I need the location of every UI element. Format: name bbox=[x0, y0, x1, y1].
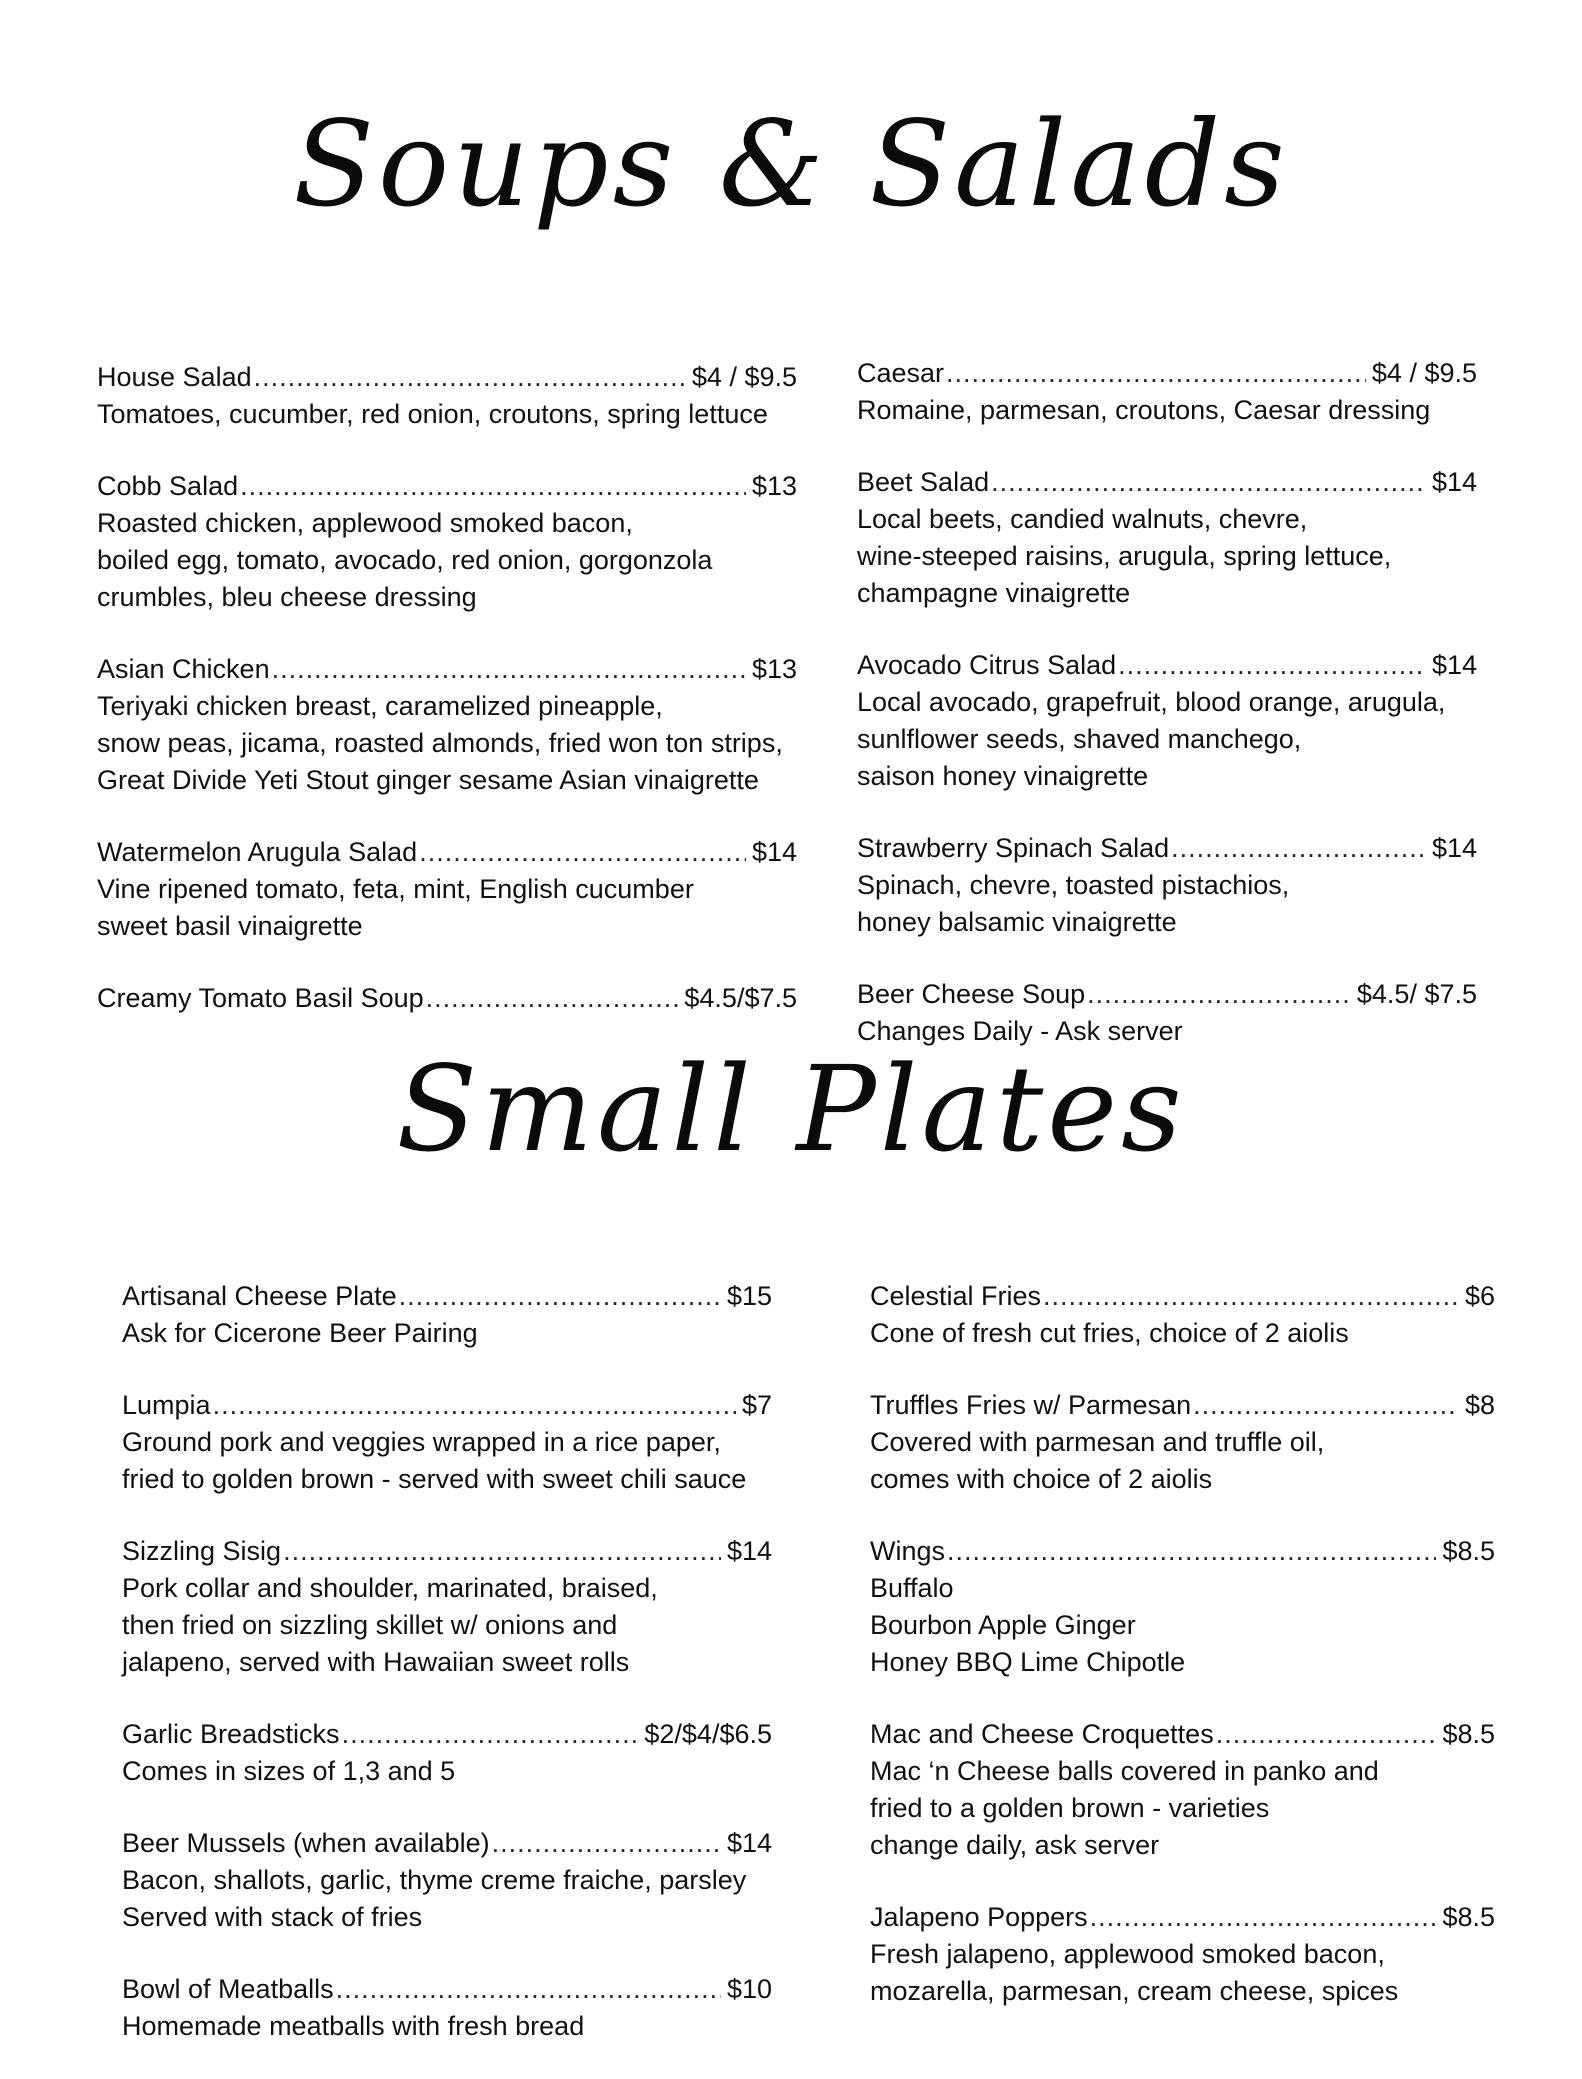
menu-item-price: $4 / $9.5 bbox=[691, 362, 797, 392]
menu-item-price: $4.5/$7.5 bbox=[684, 983, 797, 1013]
menu-item-price: $14 bbox=[726, 1536, 772, 1566]
menu-item bbox=[97, 979, 797, 1017]
dot-leader bbox=[1043, 1277, 1459, 1315]
menu-item bbox=[122, 1532, 772, 1681]
menu-item-description: Mac ‘n Cheese balls covered in panko and bbox=[870, 1756, 1379, 1786]
dot-leader bbox=[1216, 1715, 1437, 1753]
menu-item-price: $7 bbox=[741, 1390, 772, 1420]
menu-item-header bbox=[857, 463, 1477, 501]
menu-item-name: Sizzling Sisig bbox=[122, 1536, 282, 1566]
menu-item-name: Beer Mussels (when available) bbox=[122, 1828, 490, 1858]
menu-item-name: Wings bbox=[870, 1536, 946, 1566]
menu-item-description: jalapeno, served with Hawaiian sweet rolls bbox=[122, 1647, 630, 1677]
menu-item-price: $14 bbox=[751, 837, 797, 867]
menu-item-header bbox=[870, 1532, 1495, 1570]
menu-item-price: $14 bbox=[1431, 650, 1477, 680]
menu-item-name: Lumpia bbox=[122, 1390, 211, 1420]
menu-item-description: champagne vinaigrette bbox=[857, 578, 1131, 608]
dot-leader bbox=[419, 833, 746, 871]
menu-item bbox=[870, 1898, 1495, 2010]
menu-item-description: fried to golden brown - served with sweet chili sauce bbox=[122, 1464, 747, 1494]
menu-item-description: crumbles, bleu cheese dressing bbox=[97, 582, 477, 612]
menu-item-price: $13 bbox=[751, 471, 797, 501]
menu-item-price: $4.5/ $7.5 bbox=[1356, 979, 1477, 1009]
menu-item-description: saison honey vinaigrette bbox=[857, 761, 1149, 791]
menu-item bbox=[97, 650, 797, 799]
menu-item-price: $13 bbox=[751, 654, 797, 684]
menu-item-header bbox=[122, 1970, 772, 2008]
menu-item-header bbox=[97, 358, 797, 396]
menu-item-name: Creamy Tomato Basil Soup bbox=[97, 983, 424, 1013]
menu-item-description: Tomatoes, cucumber, red onion, croutons, spring lettuce bbox=[97, 399, 768, 429]
menu-item bbox=[870, 1715, 1495, 1864]
menu-item bbox=[870, 1386, 1495, 1498]
menu-item bbox=[857, 354, 1477, 429]
menu-item-header bbox=[97, 650, 797, 688]
menu-item-header bbox=[122, 1824, 772, 1862]
small-plates-heading: Small Plates bbox=[396, 1040, 1186, 1178]
menu-item-price: $14 bbox=[726, 1828, 772, 1858]
menu-item bbox=[97, 833, 797, 945]
dot-leader bbox=[240, 467, 746, 505]
menu-item-description: change daily, ask server bbox=[870, 1830, 1160, 1860]
menu-item-price: $14 bbox=[1431, 833, 1477, 863]
dot-leader bbox=[399, 1277, 721, 1315]
dot-leader bbox=[283, 1532, 721, 1570]
menu-item-header bbox=[122, 1715, 772, 1753]
menu-item bbox=[857, 975, 1477, 1050]
dot-leader bbox=[947, 1532, 1436, 1570]
dot-leader bbox=[1090, 1898, 1437, 1936]
menu-item-description: Buffalo bbox=[870, 1573, 954, 1603]
menu-item bbox=[97, 358, 797, 433]
menu-item-header bbox=[857, 829, 1477, 867]
menu-item-description: Pork collar and shoulder, marinated, braised, bbox=[122, 1573, 658, 1603]
dot-leader bbox=[1171, 829, 1426, 867]
menu-item-description: fried to a golden brown - varieties bbox=[870, 1793, 1270, 1823]
menu-item-name: Jalapeno Poppers bbox=[870, 1902, 1088, 1932]
menu-item-name: House Salad bbox=[97, 362, 252, 392]
menu-item-name: Avocado Citrus Salad bbox=[857, 650, 1117, 680]
menu-item bbox=[122, 1970, 772, 2045]
menu-item bbox=[122, 1386, 772, 1498]
menu-item bbox=[857, 646, 1477, 795]
menu-item-name: Garlic Breadsticks bbox=[122, 1719, 340, 1749]
menu-item-name: Watermelon Arugula Salad bbox=[97, 837, 418, 867]
menu-item-description: Ask for Cicerone Beer Pairing bbox=[122, 1318, 478, 1348]
menu-item bbox=[97, 467, 797, 616]
menu-item-header bbox=[122, 1277, 772, 1315]
menu-item-header bbox=[870, 1277, 1495, 1315]
dot-leader bbox=[342, 1715, 639, 1753]
menu-item-description: Covered with parmesan and truffle oil, bbox=[870, 1427, 1325, 1457]
small-plates-left-column bbox=[122, 1277, 772, 2079]
dot-leader bbox=[213, 1386, 736, 1424]
menu-item-description: Bacon, shallots, garlic, thyme creme fraiche, parsley bbox=[122, 1865, 747, 1895]
soups-salads-heading: Soups & Salads bbox=[293, 95, 1289, 233]
menu-item bbox=[857, 829, 1477, 941]
dot-leader bbox=[991, 463, 1426, 501]
menu-item-description: Ground pork and veggies wrapped in a rice paper, bbox=[122, 1427, 721, 1457]
menu-item-price: $8.5 bbox=[1442, 1536, 1495, 1566]
menu-item-name: Strawberry Spinach Salad bbox=[857, 833, 1170, 863]
menu-item-price: $15 bbox=[726, 1281, 772, 1311]
menu-item-description: honey balsamic vinaigrette bbox=[857, 907, 1177, 937]
menu-item-description: boiled egg, tomato, avocado, red onion, gorgonzola bbox=[97, 545, 713, 575]
dot-leader bbox=[492, 1824, 721, 1862]
menu-item-header bbox=[122, 1386, 772, 1424]
menu-item-header bbox=[97, 467, 797, 505]
menu-item-name: Cobb Salad bbox=[97, 471, 239, 501]
menu-item-price: $6 bbox=[1464, 1281, 1495, 1311]
menu-item-header bbox=[870, 1898, 1495, 1936]
menu-item-description: snow peas, jicama, roasted almonds, fried won ton strips, bbox=[97, 728, 783, 758]
menu-item bbox=[857, 463, 1477, 612]
menu-item-price: $8.5 bbox=[1442, 1902, 1495, 1932]
menu-item-name: Truffles Fries w/ Parmesan bbox=[870, 1390, 1192, 1420]
menu-item-name: Mac and Cheese Croquettes bbox=[870, 1719, 1214, 1749]
menu-item-description: sweet basil vinaigrette bbox=[97, 911, 363, 941]
menu-item-header bbox=[97, 979, 797, 1017]
menu-item-description: Romaine, parmesan, croutons, Caesar dressing bbox=[857, 395, 1431, 425]
dot-leader bbox=[1193, 1386, 1459, 1424]
menu-item-description: then fried on sizzling skillet w/ onions and bbox=[122, 1610, 618, 1640]
menu-item-header bbox=[870, 1386, 1495, 1424]
menu-item-name: Celestial Fries bbox=[870, 1281, 1042, 1311]
menu-item-description: mozarella, parmesan, cream cheese, spices bbox=[870, 1976, 1399, 2006]
menu-item-name: Beet Salad bbox=[857, 467, 990, 497]
menu-item-name: Beer Cheese Soup bbox=[857, 979, 1086, 1009]
soups-salads-right-column bbox=[857, 354, 1477, 1084]
menu-item-name: Asian Chicken bbox=[97, 654, 270, 684]
menu-item-description: Honey BBQ Lime Chipotle bbox=[870, 1647, 1186, 1677]
menu-item bbox=[122, 1277, 772, 1352]
small-plates-right-column bbox=[870, 1277, 1495, 2044]
menu-item-header bbox=[857, 975, 1477, 1013]
dot-leader bbox=[1087, 975, 1351, 1013]
menu-item-price: $14 bbox=[1431, 467, 1477, 497]
dot-leader bbox=[336, 1970, 721, 2008]
menu-item-price: $8.5 bbox=[1442, 1719, 1495, 1749]
menu-item-header bbox=[857, 354, 1477, 392]
menu-item bbox=[122, 1824, 772, 1936]
menu-item-description: Bourbon Apple Ginger bbox=[870, 1610, 1136, 1640]
menu-item-name: Caesar bbox=[857, 358, 945, 388]
dot-leader bbox=[254, 358, 686, 396]
menu-item-description: Vine ripened tomato, feta, mint, English cucumber bbox=[97, 874, 694, 904]
menu-item-header bbox=[870, 1715, 1495, 1753]
menu-item-description: wine-steeped raisins, arugula, spring lettuce, bbox=[857, 541, 1392, 571]
menu-item-price: $2/$4/$6.5 bbox=[644, 1719, 772, 1749]
menu-item-description: sunlflower seeds, shaved manchego, bbox=[857, 724, 1302, 754]
menu-item-name: Bowl of Meatballs bbox=[122, 1974, 334, 2004]
menu-item-description: Fresh jalapeno, applewood smoked bacon, bbox=[870, 1939, 1385, 1969]
menu-item-header bbox=[122, 1532, 772, 1570]
menu-item-header bbox=[857, 646, 1477, 684]
menu-item-name: Artisanal Cheese Plate bbox=[122, 1281, 397, 1311]
menu-item-description: Served with stack of fries bbox=[122, 1902, 423, 1932]
menu-item-description: Changes Daily - Ask server bbox=[857, 1016, 1183, 1046]
menu-item bbox=[870, 1532, 1495, 1681]
menu-item-description: Homemade meatballs with fresh bread bbox=[122, 2011, 585, 2041]
menu-item-price: $10 bbox=[726, 1974, 772, 2004]
dot-leader bbox=[946, 354, 1366, 392]
dot-leader bbox=[272, 650, 746, 688]
menu-item-description: Local beets, candied walnuts, chevre, bbox=[857, 504, 1308, 534]
menu-item-header bbox=[97, 833, 797, 871]
menu-item bbox=[870, 1277, 1495, 1352]
menu-item-price: $4 / $9.5 bbox=[1371, 358, 1477, 388]
menu-item-description: Local avocado, grapefruit, blood orange, arugula, bbox=[857, 687, 1446, 717]
menu-item-description: Spinach, chevre, toasted pistachios, bbox=[857, 870, 1290, 900]
menu-item-description: Cone of fresh cut fries, choice of 2 aiolis bbox=[870, 1318, 1349, 1348]
menu-item-price: $8 bbox=[1464, 1390, 1495, 1420]
menu-item-description: Roasted chicken, applewood smoked bacon, bbox=[97, 508, 633, 538]
menu-item-description: Great Divide Yeti Stout ginger sesame Asian vinaigrette bbox=[97, 765, 759, 795]
soups-salads-left-column bbox=[97, 358, 797, 1051]
menu-item-description: comes with choice of 2 aiolis bbox=[870, 1464, 1213, 1494]
menu-item-description: Comes in sizes of 1,3 and 5 bbox=[122, 1756, 456, 1786]
menu-item-description: Teriyaki chicken breast, caramelized pineapple, bbox=[97, 691, 663, 721]
dot-leader bbox=[1118, 646, 1426, 684]
dot-leader bbox=[426, 979, 679, 1017]
menu-item bbox=[122, 1715, 772, 1790]
